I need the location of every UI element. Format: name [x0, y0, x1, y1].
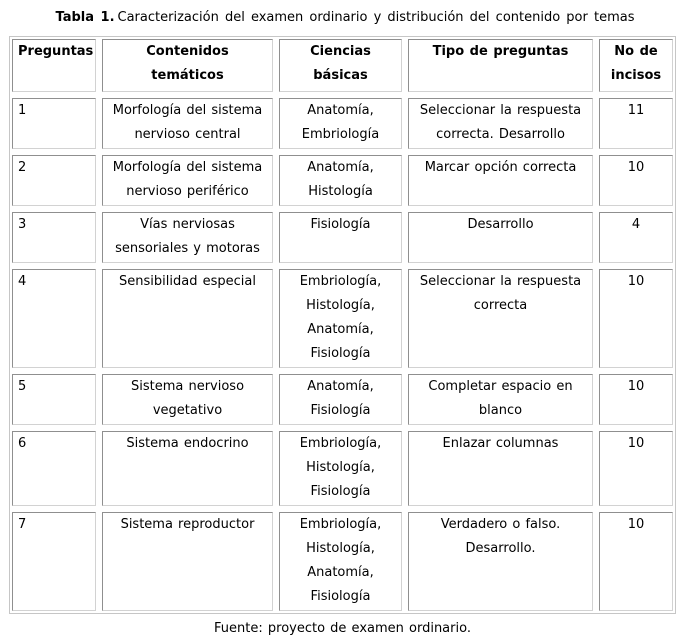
- source-note: Fuente: proyecto de examen ordinario.: [214, 621, 471, 636]
- cell-contenido: Morfología del sistema nervioso central: [102, 98, 273, 149]
- cell-incisos: 10: [599, 431, 673, 506]
- cell-ciencias: Embriología, Histología, Fisiología: [279, 431, 402, 506]
- cell-tipo: Verdadero o falso. Desarrollo.: [408, 512, 593, 611]
- cell-contenido: Sensibilidad especial: [102, 269, 273, 368]
- cell-ciencias: Anatomía, Fisiología: [279, 374, 402, 425]
- cell-incisos: 11: [599, 98, 673, 149]
- cell-tipo: Desarrollo: [408, 212, 593, 263]
- header-cell-contenidos: Contenidos temáticos: [102, 39, 273, 92]
- cell-ciencias: Anatomía, Embriología: [279, 98, 402, 149]
- cell-ciencias: Anatomía, Histología: [279, 155, 402, 206]
- cell-ciencias: Fisiología: [279, 212, 402, 263]
- cell-pregunta: 3: [12, 212, 96, 263]
- data-table: [9, 36, 676, 614]
- cell-pregunta: 4: [12, 269, 96, 368]
- header-cell-preguntas: Preguntas: [12, 39, 96, 92]
- cell-incisos: 10: [599, 155, 673, 206]
- caption-label: Tabla 1.: [55, 10, 115, 25]
- cell-tipo: Seleccionar la respuesta correcta. Desarrollo: [408, 98, 593, 149]
- cell-pregunta: 1: [12, 98, 96, 149]
- caption-text: Caracterización del examen ordinario y distribución del contenido por temas: [117, 10, 635, 25]
- cell-ciencias: Embriología, Histología, Anatomía, Fisiología: [279, 512, 402, 611]
- cell-tipo: Seleccionar la respuesta correcta: [408, 269, 593, 368]
- cell-contenido: Sistema nervioso vegetativo: [102, 374, 273, 425]
- cell-contenido: Morfología del sistema nervioso periférico: [102, 155, 273, 206]
- cell-contenido: Sistema endocrino: [102, 431, 273, 506]
- cell-tipo: Enlazar columnas: [408, 431, 593, 506]
- cell-contenido: Vías nerviosas sensoriales y motoras: [102, 212, 273, 263]
- cell-incisos: 10: [599, 269, 673, 368]
- cell-pregunta: 7: [12, 512, 96, 611]
- cell-contenido: Sistema reproductor: [102, 512, 273, 611]
- cell-tipo: Marcar opción correcta: [408, 155, 593, 206]
- header-cell-incisos: No de incisos: [599, 39, 673, 92]
- header-cell-tipo: Tipo de preguntas: [408, 39, 593, 92]
- cell-pregunta: 6: [12, 431, 96, 506]
- cell-pregunta: 5: [12, 374, 96, 425]
- cell-incisos: 10: [599, 512, 673, 611]
- cell-pregunta: 2: [12, 155, 96, 206]
- cell-incisos: 10: [599, 374, 673, 425]
- cell-ciencias: Embriología, Histología, Anatomía, Fisiología: [279, 269, 402, 368]
- cell-tipo: Completar espacio en blanco: [408, 374, 593, 425]
- cell-incisos: 4: [599, 212, 673, 263]
- table-caption: [0, 9, 690, 27]
- header-cell-ciencias: Ciencias básicas: [279, 39, 402, 92]
